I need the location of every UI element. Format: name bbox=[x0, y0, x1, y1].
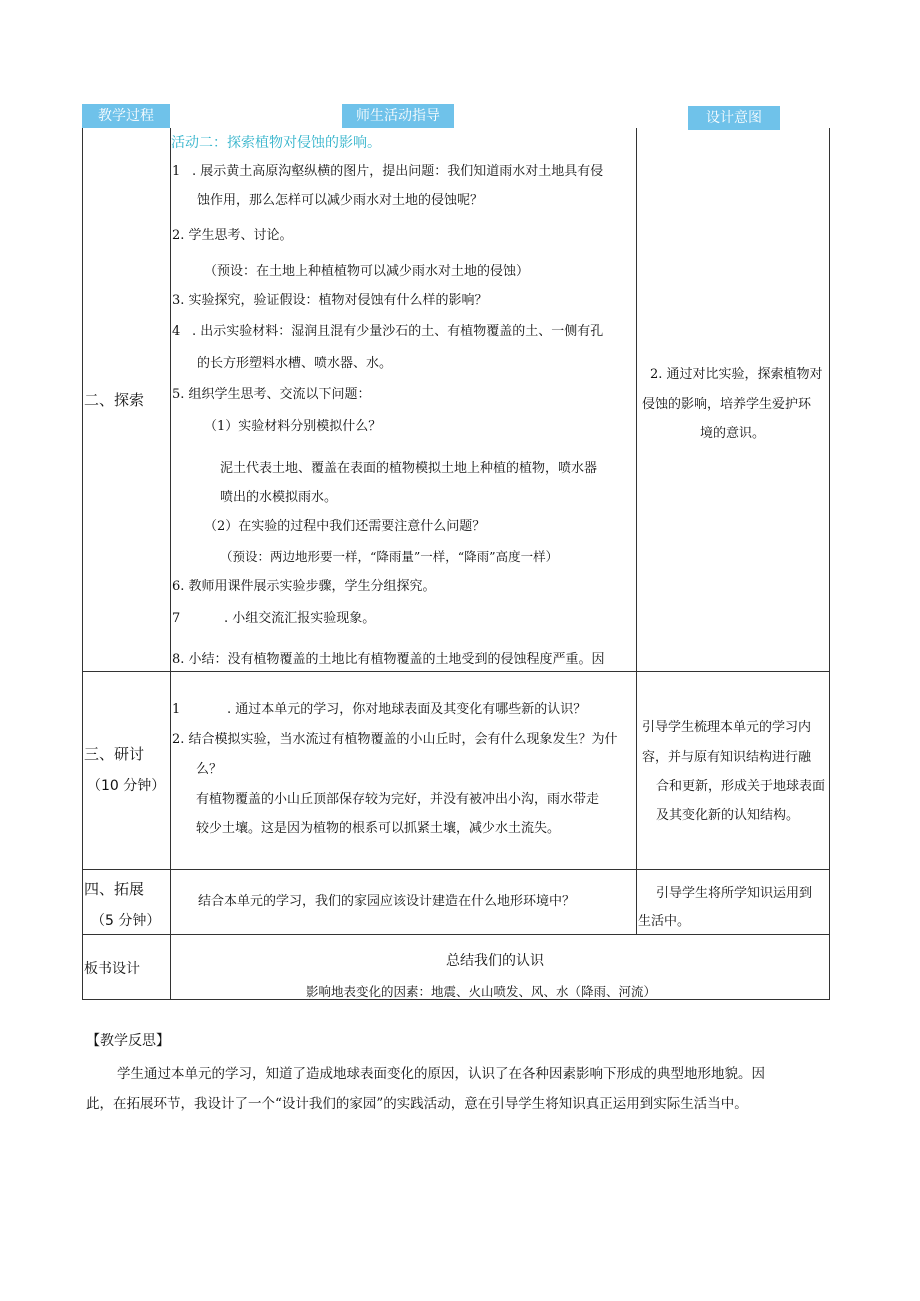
explore-line: 2. 学生思考、讨论。 bbox=[172, 228, 293, 243]
explore-line: 8. 小结：没有植物覆盖的土地比有植物覆盖的土地受到的侵蚀程度严重。因 bbox=[172, 652, 605, 667]
explore-line: 泥土代表土地、覆盖在表面的植物模拟土地上种植的植物，喷水器 bbox=[220, 461, 598, 476]
board-content: 影响地表变化的因素：地震、火山喷发、风、水（降雨、河流） bbox=[306, 984, 657, 999]
section-time-discuss: （10 分钟） bbox=[87, 778, 166, 794]
explore-line: （预设：在土地上种植植物可以减少雨水对土地的侵蚀） bbox=[204, 264, 530, 279]
activity-title: 活动二：探索植物对侵蚀的影响。 bbox=[171, 135, 381, 151]
explore-line: . 展示黄土高原沟壑纵横的图片，提出问题：我们知道雨水对土地具有侵 bbox=[192, 164, 604, 179]
discuss-line: . 通过本单元的学习，你对地球表面及其变化有哪些新的认识？ bbox=[227, 702, 587, 717]
explore-line: 喷出的水模拟雨水。 bbox=[220, 490, 338, 505]
explore-line: 5. 组织学生思考、交流以下问题： bbox=[172, 387, 371, 402]
explore-line: 蚀作用，那么怎样可以减少雨水对土地的侵蚀呢？ bbox=[197, 193, 484, 208]
section-label-board: 板书设计 bbox=[84, 961, 140, 977]
intent-line: 境的意识。 bbox=[700, 426, 766, 441]
header-intent: 设计意图 bbox=[688, 106, 780, 130]
explore-line: 3. 实验探究，验证假设：植物对侵蚀有什么样的影响？ bbox=[172, 293, 488, 308]
explore-line: . 小组交流汇报实验现象。 bbox=[224, 611, 376, 626]
section-label-extend: 四、拓展 bbox=[84, 880, 145, 898]
header-guidance: 师生活动指导 bbox=[342, 104, 454, 128]
reflection-line: 学生通过本单元的学习，知道了造成地球表面变化的原因，认识了在各种因素影响下形成的典型地形地貌。因 bbox=[117, 1066, 765, 1082]
section-time-extend: （5 分钟） bbox=[91, 913, 161, 929]
discuss-line: 么？ bbox=[196, 762, 223, 777]
section-label-discuss: 三、研讨 bbox=[84, 745, 145, 763]
intent-line: 生活中。 bbox=[638, 914, 691, 929]
explore-line: （2）在实验的过程中我们还需要注意什么问题？ bbox=[204, 519, 486, 534]
discuss-line: 2. 结合模拟实验，当水流过有植物覆盖的小山丘时，会有什么现象发生？为什 bbox=[172, 732, 618, 747]
step-num: 4 bbox=[172, 324, 181, 339]
intent-line: 2. 通过对比实验，探索植物对 bbox=[650, 367, 823, 382]
intent-line: 引导学生梳理本单元的学习内 bbox=[642, 720, 812, 735]
discuss-line: 较少土壤。这是因为植物的根系可以抓紧土壤，减少水土流失。 bbox=[196, 821, 561, 836]
intent-line: 及其变化新的认知结构。 bbox=[656, 808, 800, 823]
extend-question: 结合本单元的学习，我们的家园应该设计建造在什么地形环境中？ bbox=[198, 894, 576, 909]
step-num: 1 bbox=[172, 702, 181, 717]
reflection-line: 此，在拓展环节，我设计了一个“设计我们的家园”的实践活动，意在引导学生将知识真正运用到实际生活当中。 bbox=[86, 1096, 748, 1112]
section-label-explore: 二、探索 bbox=[84, 391, 145, 409]
reflection-title: 【教学反思】 bbox=[86, 1033, 170, 1049]
explore-line: 的长方形塑料水槽、喷水器、水。 bbox=[197, 356, 393, 371]
intent-line: 容，并与原有知识结构进行融 bbox=[642, 750, 812, 765]
explore-line: （1）实验材料分别模拟什么？ bbox=[204, 419, 382, 434]
explore-line: . 出示实验材料：湿润且混有少量沙石的土、有植物覆盖的土、一侧有孔 bbox=[192, 324, 604, 339]
step-num: 7 bbox=[172, 611, 181, 626]
intent-line: 引导学生将所学知识运用到 bbox=[656, 886, 813, 901]
step-num: 1 bbox=[172, 164, 181, 179]
explore-line: 6. 教师用课件展示实验步骤，学生分组探究。 bbox=[172, 579, 436, 594]
explore-line: （预设：两边地形要一样，“降雨量”一样，“降雨”高度一样） bbox=[220, 549, 559, 564]
intent-line: 合和更新，形成关于地球表面 bbox=[656, 779, 826, 794]
intent-line: 侵蚀的影响，培养学生爱护环 bbox=[642, 397, 812, 412]
discuss-line: 有植物覆盖的小山丘顶部保存较为完好，并没有被冲出小沟，雨水带走 bbox=[196, 792, 600, 807]
board-title: 总结我们的认识 bbox=[446, 953, 544, 969]
header-process: 教学过程 bbox=[82, 104, 170, 128]
